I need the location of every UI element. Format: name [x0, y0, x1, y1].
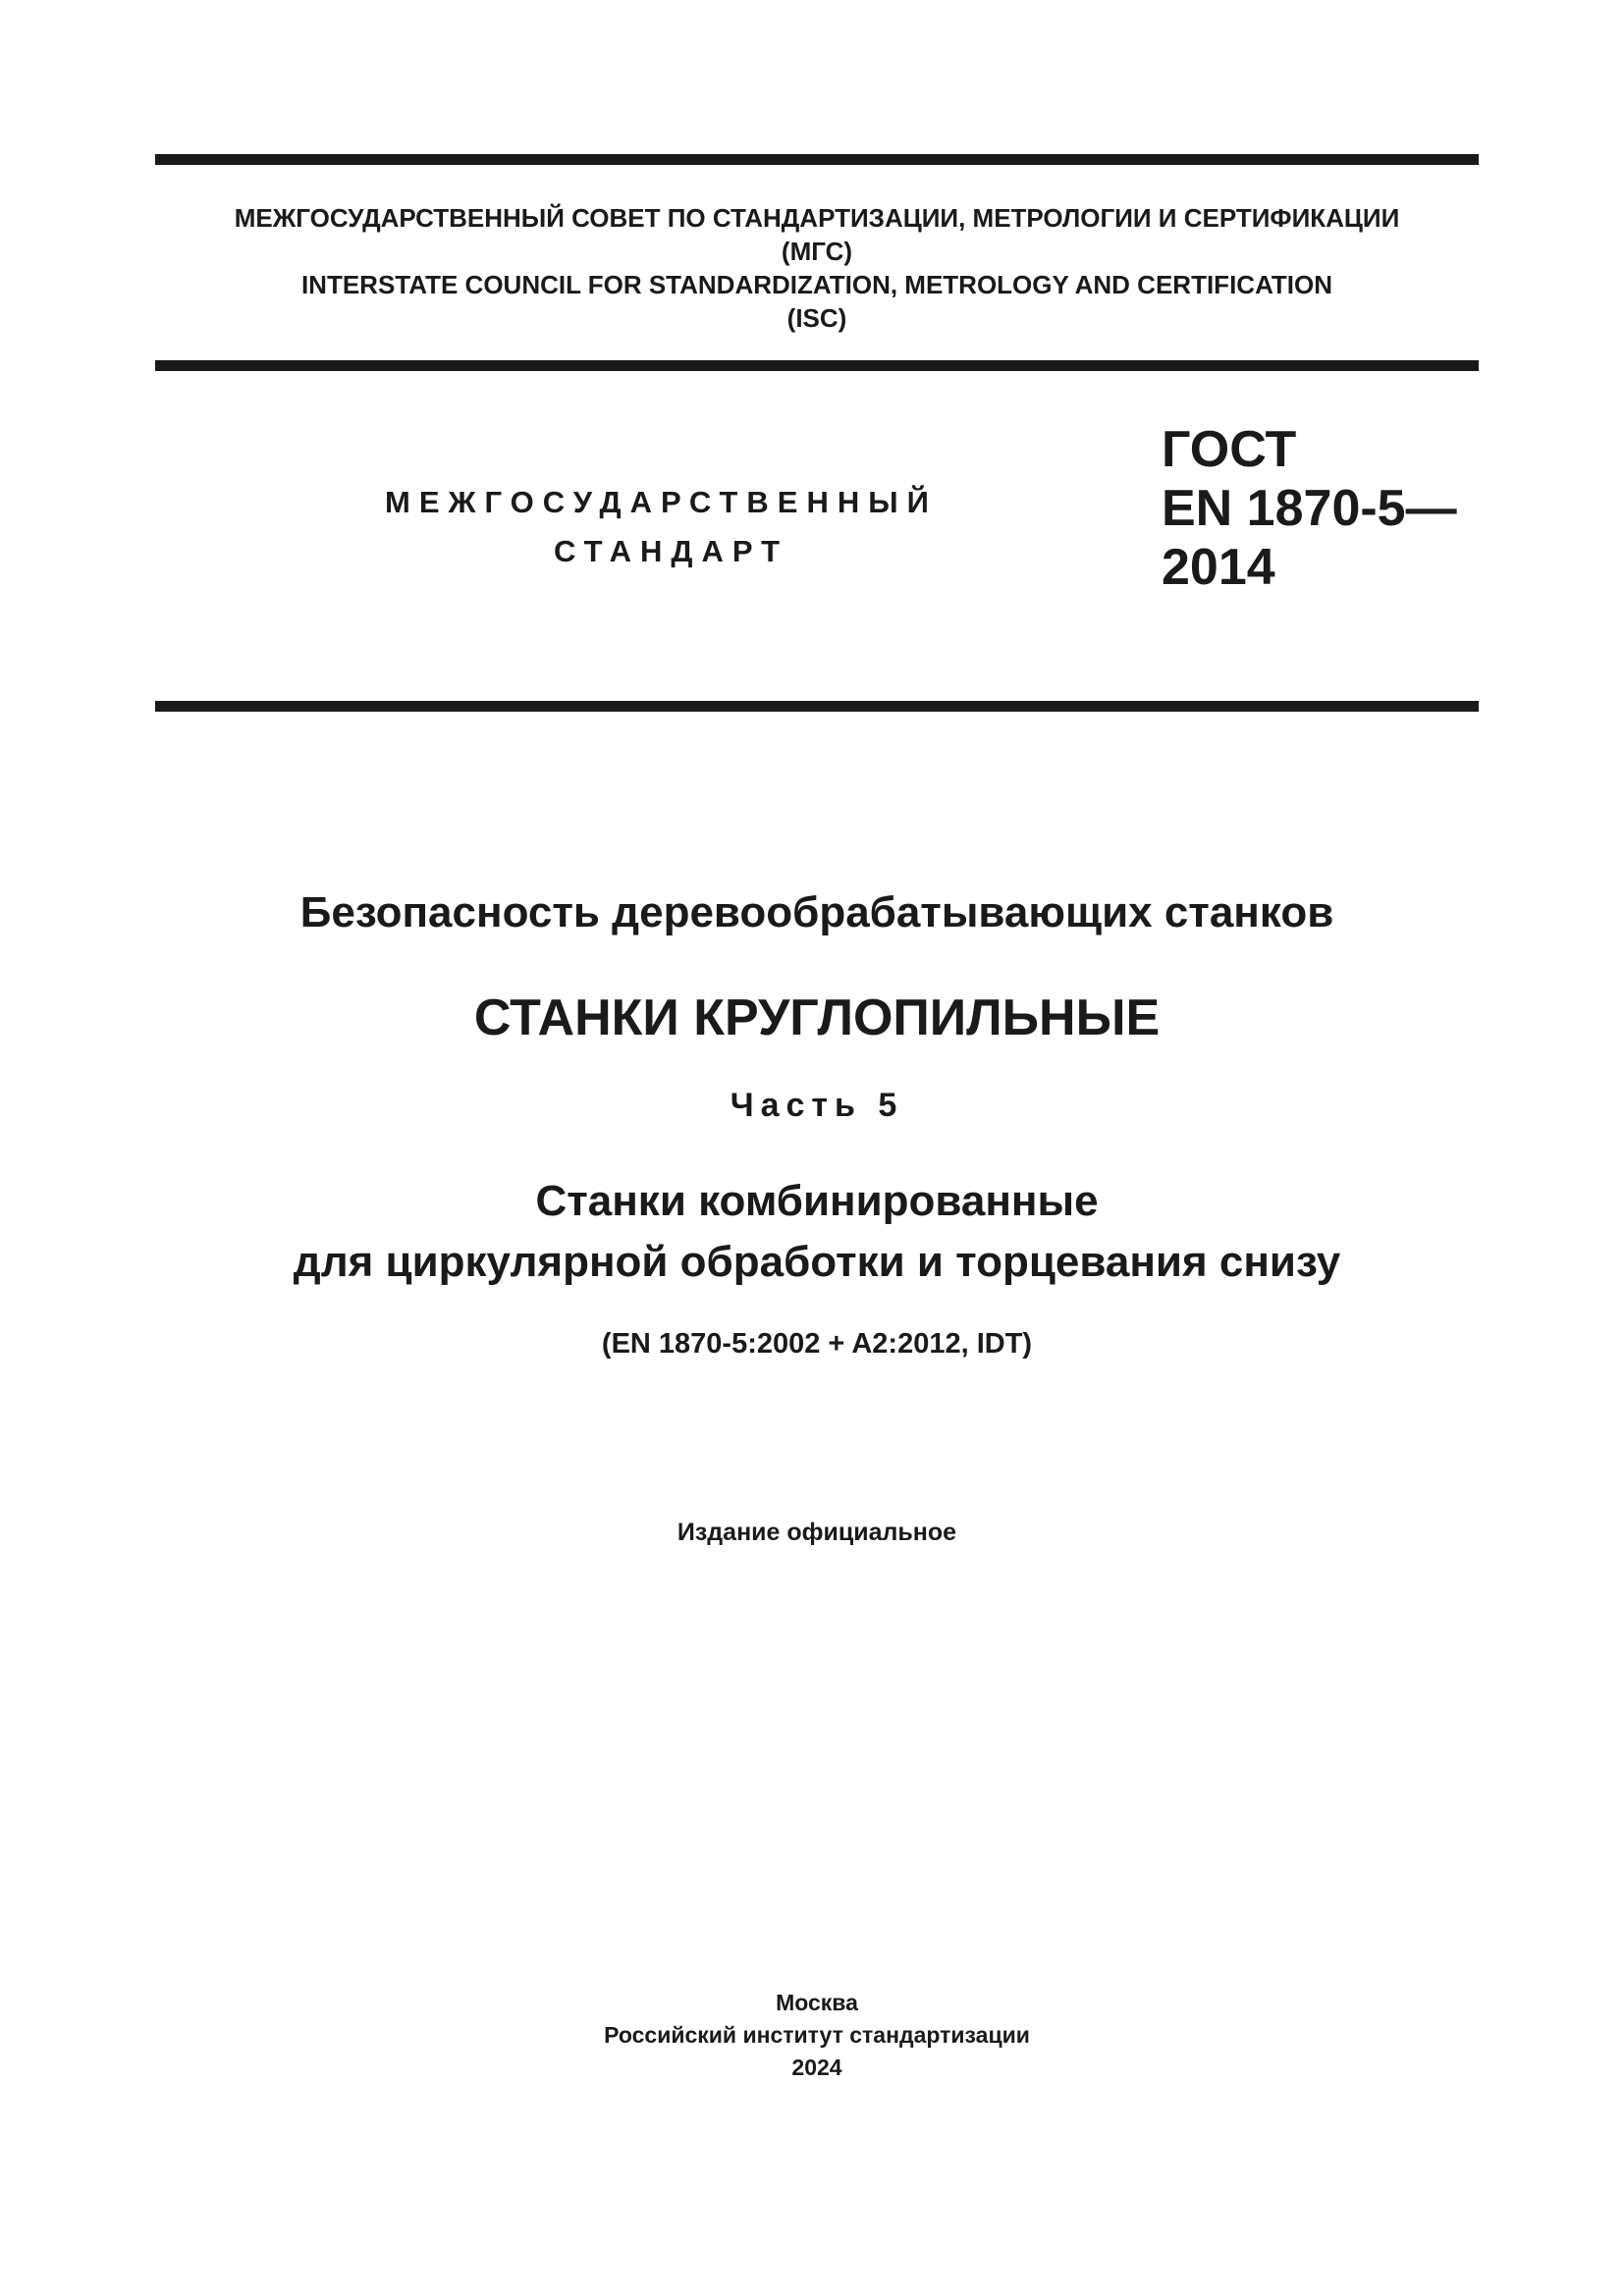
publisher-organization: Российский институт стандартизации [604, 2022, 1030, 2048]
group-title: СТАНКИ КРУГЛОПИЛЬНЫЕ [473, 989, 1161, 1046]
main-title: Безопасность деревообрабатывающих станков [299, 888, 1334, 936]
designation-line3: 2014 [1162, 539, 1275, 596]
council-abbr-ru: (МГС) [781, 237, 853, 266]
publisher-year: 2024 [791, 2055, 842, 2080]
part-title-line2: для циркулярной обработки и торцевания снизу [293, 1238, 1341, 1286]
middle-rule [155, 360, 1479, 371]
standard-type-line1: МЕЖГОСУДАРСТВЕННЫЙ [385, 485, 938, 519]
designation-line1: ГОСТ [1162, 421, 1297, 478]
part-title [155, 1171, 1479, 1293]
standard-designation [1162, 420, 1457, 597]
part-title-line1: Станки комбинированные [535, 1177, 1099, 1225]
en-reference: (EN 1870-5:2002 + A2:2012, IDT) [601, 1328, 1033, 1360]
council-name-ru: МЕЖГОСУДАРСТВЕННЫЙ СОВЕТ ПО СТАНДАРТИЗАЦИИ, МЕТРОЛОГИИ И СЕРТИФИКАЦИИ [234, 203, 1400, 233]
designation-line2: EN 1870-5— [1162, 480, 1457, 537]
publisher-city: Москва [776, 1990, 858, 2015]
council-name-en: INTERSTATE COUNCIL FOR STANDARDIZATION, METROLOGY AND CERTIFICATION [300, 270, 1333, 299]
publisher-block [155, 1987, 1479, 2084]
part-number: Часть 5 [730, 1087, 904, 1124]
council-abbr-en: (ISC) [786, 303, 847, 333]
bottom-rule [155, 701, 1479, 712]
council-header [155, 201, 1479, 335]
top-rule [155, 154, 1479, 165]
edition-note: Издание официальное [677, 1519, 957, 1546]
standard-type-line2: СТАНДАРТ [554, 534, 789, 568]
